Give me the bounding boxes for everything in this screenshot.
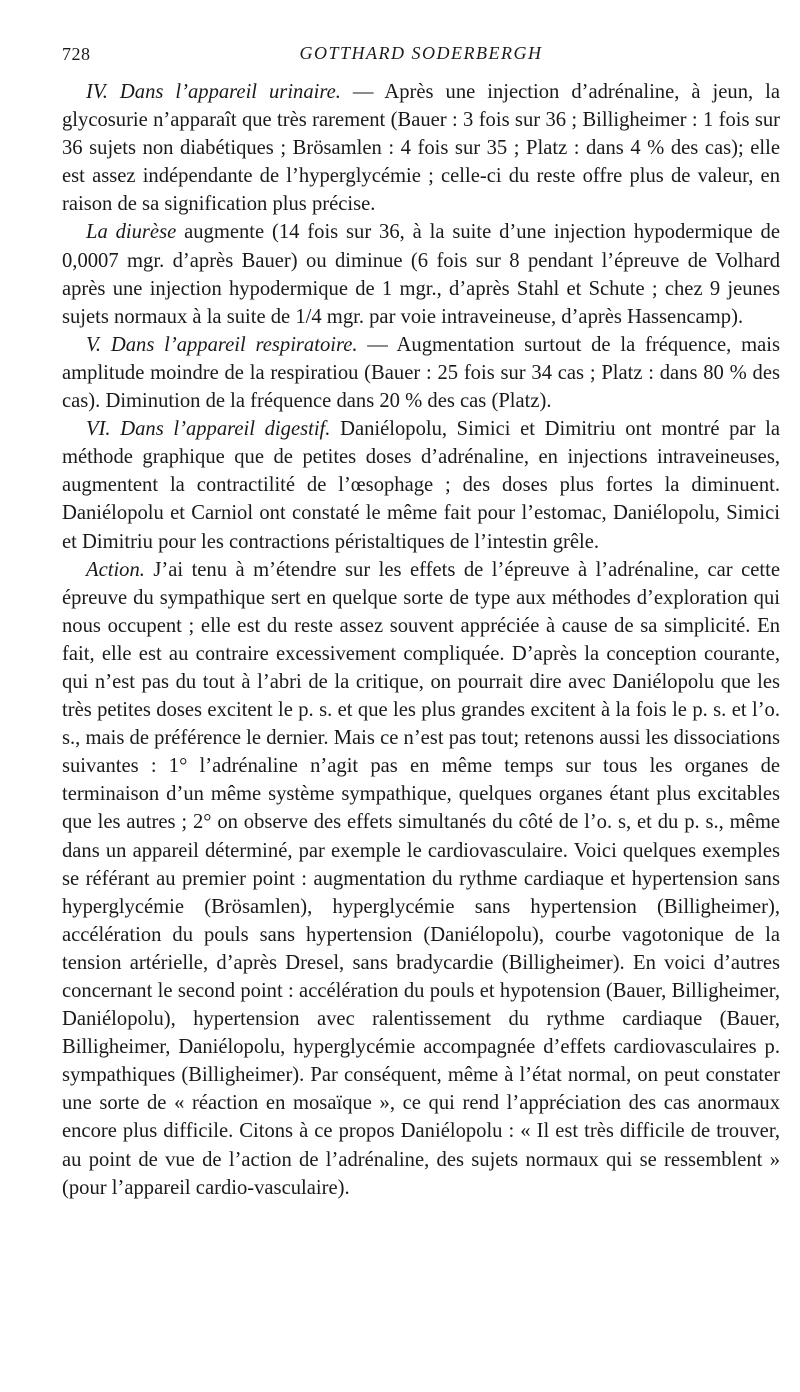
paragraph-action xyxy=(62,556,780,1202)
page-number: 728 xyxy=(62,44,91,64)
section-heading: IV. Dans l’appareil urinaire. xyxy=(86,81,341,103)
paragraph-digestive xyxy=(62,415,780,555)
paragraph-text: J’ai tenu à m’étendre sur les effets de l’épreuve à l’adrénaline, car cette épreuve du sympathique sert en quelque sorte de type aux méthodes d’exploration qui nous occupent ; elle est du reste assez souvent appréciée à cause de sa simplicité. En fait, elle est au contraire excessivement compliquée. D’après la conception courante, qui n’est pas du tout à l’abri de la critique, on pourrait dire avec Daniélopolu que les très petites doses excitent le p. s. et que les plus grandes excitent à la fois le p. s. et l’o. s., mais de préférence le dernier. Mais ce n’est pas tout; retenons aussi les dissociations suivantes : 1° l’adrénaline n’agit pas en même temps sur tous les organes de terminaison d’un même système sympathique, quelques organes étant plus excitables que les autres ; 2° on observe des effets simultanés du côté de l’o. s, et du p. s., même dans un appareil déterminé, par exemple le cardiovasculaire. Voici quelques exemples se référant au premier point : augmentation du rythme cardiaque et hypertension sans hyperglycémie (Brösamlen), hyperglycémie sans hypertension (Billigheimer), accélération du pouls sans hypertension (Daniélopolu), courbe vagotonique de la tension artérielle, d’après Dresel, sans bradycardie (Billigheimer). En voici d’autres concernant le second point : accélération du pouls et hypotension (Bauer, Billigheimer, Daniélopolu), hypertension avec ralentissement du rythme cardiaque (Bauer, Billigheimer, Daniélopolu, hyperglycémie accompagnée d’effets cardiovasculaires p. sympathiques (Billigheimer). Par conséquent, même à l’état normal, on peut constater une sorte de « réaction en mosaïque », ce qui rend l’appréciation des cas anormaux encore plus difficile. Citons à ce propos Daniélopolu : « Il est très difficile de trouver, au point de vue de l’action de l’adrénaline, des sujets normaux qui se ressemblent » (pour l’appareil cardio-vasculaire). xyxy=(62,558,780,1199)
paragraph-diuresis xyxy=(62,218,780,330)
section-heading: VI. Dans l’appareil digestif. xyxy=(86,418,331,441)
paragraph-urinary xyxy=(62,78,780,218)
paragraph-text: augmente (14 fois sur 36, à la suite d’une injection hypodermique de 0,0007 mgr. d’après Bauer) ou diminue (6 fois sur 8 pendant l’épreuve de Volhard après une injection hypodermique de 1 mgr., d’après Stahl et Schute ; chez 9 jeunes sujets normaux à la suite de 1/4 mgr. par voie intraveineuse, d’après Hassencamp). xyxy=(62,221,780,328)
running-title: GOTTHARD SODERBERGH xyxy=(299,43,543,63)
section-heading: Action. xyxy=(86,558,145,581)
paragraph-text: Daniélopolu, Simici et Dimitriu ont montré par la méthode graphique que de petites doses d’adrénaline, en injections intraveineuses, augmentent la contractilité de l’œsophage ; des doses plus fortes la diminuent. Daniélopolu et Carniol ont constaté le même fait pour l’estomac, Daniélopolu, Simici et Dimitriu pour les contractions péristaltiques de l’intestin grêle. xyxy=(62,418,780,553)
running-head xyxy=(62,36,780,70)
section-heading: La diurèse xyxy=(86,221,177,244)
section-heading: V. Dans l’appareil respiratoire. xyxy=(86,333,358,356)
paragraph-text: — Après une injection d’adrénaline, à jeun, la glycosurie n’apparaît que très rarement (Bauer : 3 fois sur 36 ; Billigheimer : 1 fois sur 36 sujets non diabétiques ; Brösamlen : 4 fois sur 35 ; Platz : dans 4 % des cas); elle est assez indépendante de l’hyperglycémie ; celle-ci du reste offre plus de valeur, en raison de sa signification plus précise. xyxy=(62,81,780,216)
paragraph-text: — Augmentation surtout de la fréquence, mais amplitude moindre de la respiratiou (Bauer : 25 fois sur 34 cas ; Platz : dans 80 % des cas). Diminution de la fréquence dans 20 % des cas (Platz). xyxy=(62,333,780,413)
body-text xyxy=(62,78,780,1202)
book-page xyxy=(62,36,780,1202)
paragraph-respiratory xyxy=(62,331,780,415)
